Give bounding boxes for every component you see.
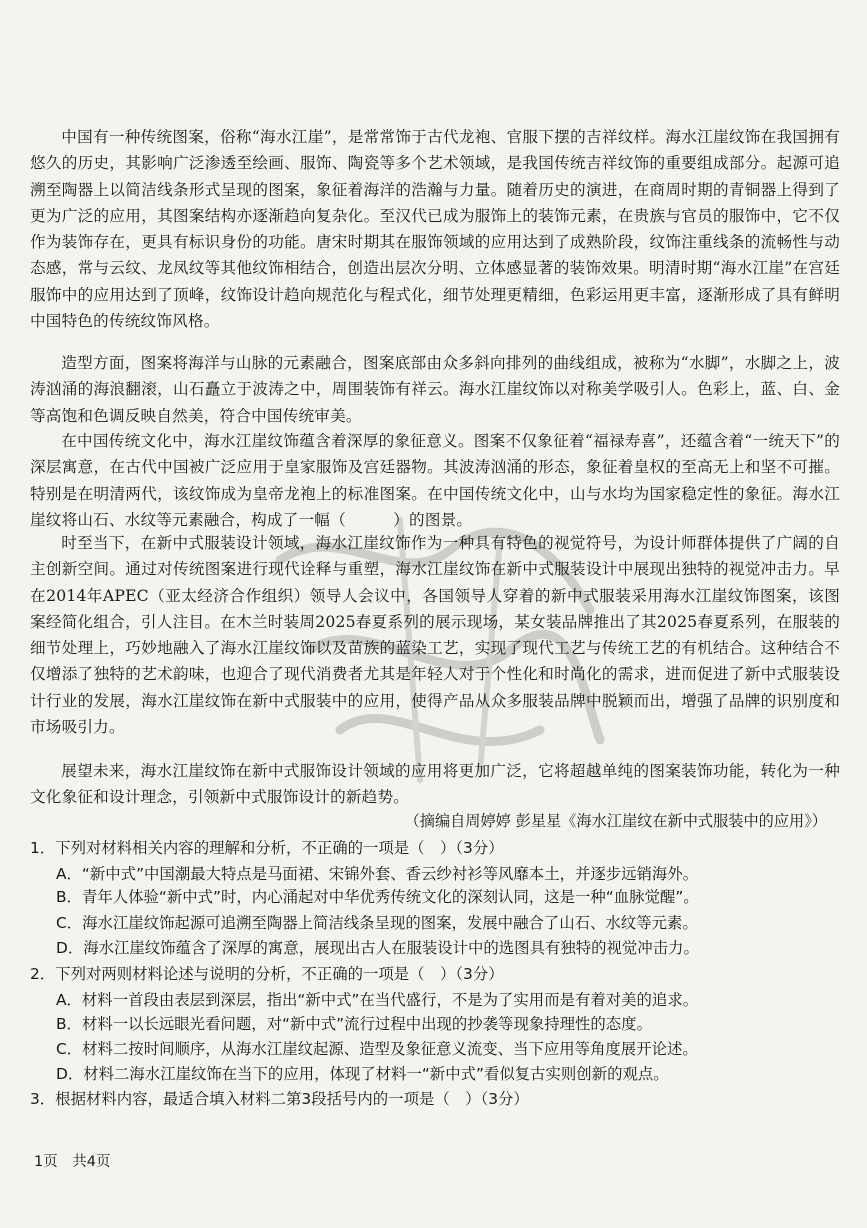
question-1-option-d: D．海水江崖纹饰蕴含了深厚的寓意，展现出古人在服装设计中的选图具有独特的视觉冲击力。 <box>56 939 699 957</box>
question-1-option-c: C．海水江崖纹饰起源可追溯至陶器上简洁线条呈现的图案，发展中融合了山石、水纹等元素。 <box>56 914 698 932</box>
question-2-option-a: A．材料一首段由表层到深层，指出“新中式”在当代盛行，不是为了实用而是有着对美的追求。 <box>56 991 699 1009</box>
question-2-option-b: B．材料一以长远眼光看问题，对“新中式”流行过程中出现的抄袭等现象持理性的态度。 <box>56 1015 652 1033</box>
paragraph-5: 展望未来，海水江崖纹饰在新中式服饰设计领域的应用将更加广泛，它将超越单纯的图案装饰功能，转化为一种文化象征和设计理念，引领新中式服饰设计的新趋势。 <box>30 762 840 807</box>
source-citation: （摘编自周婷婷 彭星星《海水江崖纹在新中式服装中的应用》） <box>404 812 827 830</box>
question-2-stem: 2．下列对两则材料论述与说明的分析，不正确的一项是（ ）（3分） <box>30 965 504 983</box>
question-3-stem: 3．根据材料内容，最适合填入材料二第3段括号内的一项是（ ）（3分） <box>30 1090 529 1108</box>
question-1-option-a: A．“新中式”中国潮最大特点是马面裙、宋锦外套、香云纱衬衫等风靡本土，并逐步远销海外。 <box>56 865 699 883</box>
question-2-option-d: D．材料二海水江崖纹饰在当下的应用，体现了材料一“新中式”看似复古实则创新的观点。 <box>56 1065 669 1083</box>
paragraph-4: 时至当下，在新中式服装设计领域，海水江崖纹饰作为一种具有特色的视觉符号，为设计师群体提供了广阔的自主创新空间。通过对传统图案进行现代诠释与重塑，海水江崖纹饰在新中式服装设计中展现出独特的视觉冲击力。早在2014年APEC（亚太经济合作组织）领导人会议中，各国领导人穿着的新中式服装采用海水江崖纹饰图案，该图案经简化组合，引人注目。在木兰时装周2025春夏系列的展示现场，某女装品牌推出了其2025春夏系列，在服装的细节处理上，巧妙地融入了海水江崖纹饰以及苗族的蓝染工艺，实现了现代工艺与传统工艺的有机结合。这种结合不仅增添了独特的艺术韵味，也迎合了现代消费者尤其是年轻人对于个性化和时尚化的需求，进而促进了新中式服装设计行业的发展，海水江崖纹饰在新中式服装中的应用，使得产品从众多服装品牌中脱颖而出，增强了品牌的识别度和市场吸引力。 <box>30 534 840 737</box>
question-1-stem: 1．下列对材料相关内容的理解和分析，不正确的一项是（ ）（3分） <box>30 839 504 857</box>
question-2-option-c: C．材料二按时间顺序，从海水江崖纹起源、造型及象征意义流变、当下应用等角度展开论述。 <box>56 1040 698 1058</box>
paragraph-1: 中国有一种传统图案，俗称“海水江崖”，是常常饰于古代龙袍、官服下摆的吉祥纹样。海水江崖纹饰在我国拥有悠久的历史，其影响广泛渗透至绘画、服饰、陶瓷等多个艺术领域，是我国传统吉祥纹饰的重要组成部分。起源可追溯至陶器上以简洁线条形式呈现的图案，象征着海洋的浩瀚与力量。随着历史的演进，在商周时期的青铜器上得到了更为广泛的应用，其图案结构亦逐渐趋向复杂化。至汉代已成为服饰上的装饰元素，在贵族与官员的服饰中，它不仅作为装饰存在，更具有标识身份的功能。唐宋时期其在服饰领域的应用达到了成熟阶段，纹饰注重线条的流畅性与动态感，常与云纹、龙凤纹等其他纹饰相结合，创造出层次分明、立体感显著的装饰效果。明清时期“海水江崖”在宫廷服饰中的应用达到了顶峰，纹饰设计趋向规范化与程式化，细节处理更精细，色彩运用更丰富，逐渐形成了具有鲜明中国特色的传统纹饰风格。 <box>30 128 840 331</box>
paragraph-3: 在中国传统文化中，海水江崖纹饰蕴含着深厚的象征意义。图案不仅象征着“福禄寿喜”，还蕴含着“一统天下”的深层寓意，在古代中国被广泛应用于皇家服饰及宫廷器物。其波涛汹涌的形态，象征着皇权的至高无上和坚不可摧。特别是在明清两代，该纹饰成为皇帝龙袍上的标准图案。在中国传统文化中，山与水均为国家稳定性的象征。海水江崖纹将山石、水纹等元素融合，构成了一幅（ ）的图景。 <box>30 432 840 529</box>
page-footer: 1页 共4页 <box>34 1154 111 1170</box>
paragraph-2: 造型方面，图案将海洋与山脉的元素融合，图案底部由众多斜向排列的曲线组成，被称为“水脚”，水脚之上，波涛汹涌的海浪翻滚，山石矗立于波涛之中，周围装饰有祥云。海水江崖纹饰以对称美学吸引人。色彩上，蓝、白、金等高饱和色调反映自然美，符合中国传统审美。 <box>30 354 840 425</box>
question-1-option-b: B．青年人体验“新中式”时，内心涌起对中华优秀传统文化的深刻认同，这是一种“血脉觉醒”。 <box>56 888 699 906</box>
